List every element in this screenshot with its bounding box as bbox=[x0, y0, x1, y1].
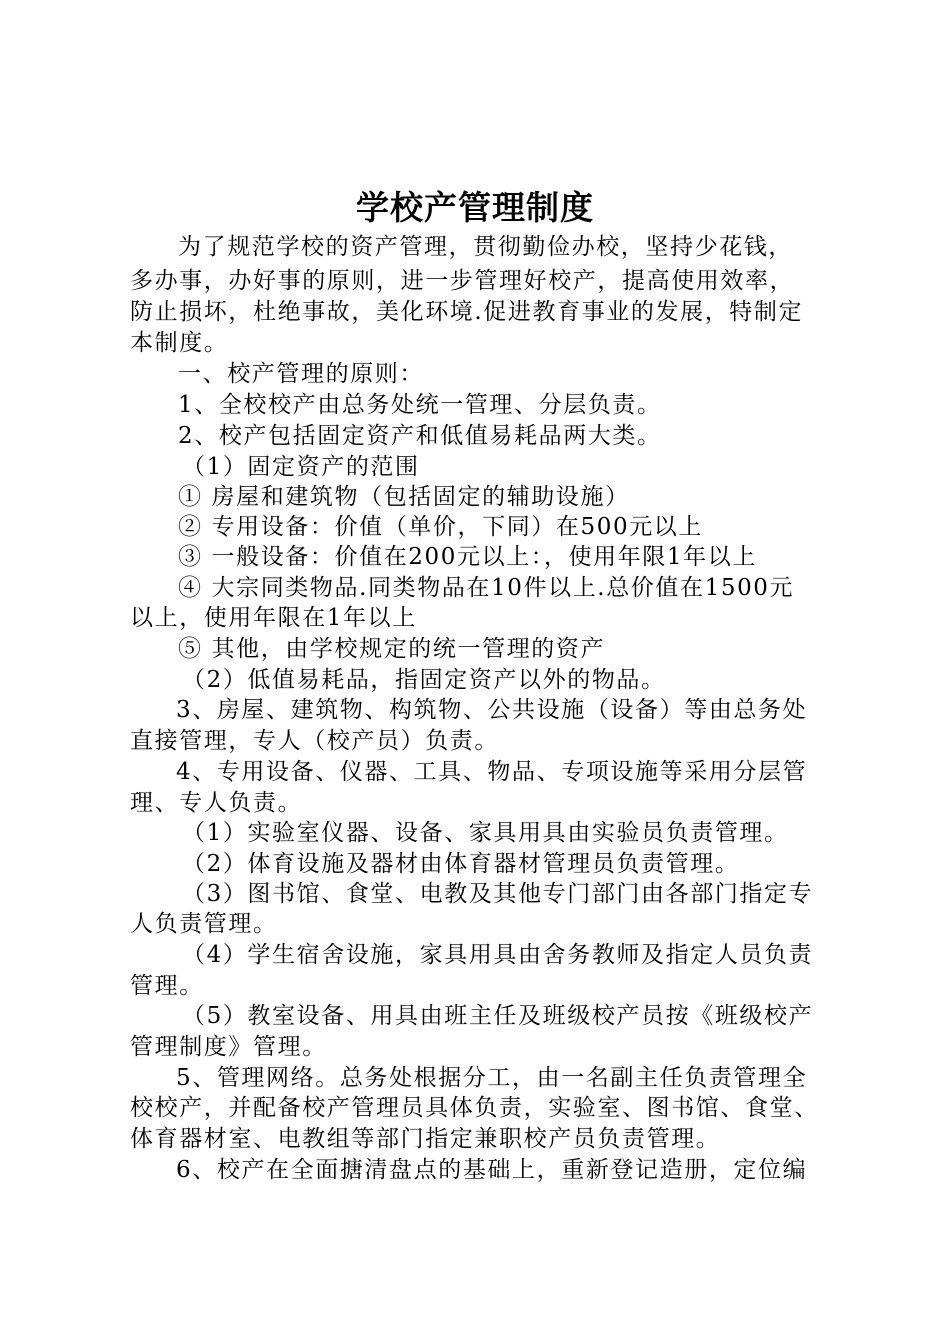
paragraph-line: （5）教室设备、用具由班主任及班级校产员按《班级校产 bbox=[182, 1003, 814, 1029]
list-item: ④ 大宗同类物品.同类物品在10件以上.总价值在1500元 bbox=[178, 575, 795, 601]
document-title: 学校产管理制度 bbox=[356, 188, 594, 227]
paragraph-line: 人负责管理。 bbox=[130, 911, 278, 937]
paragraph-line: 体育器材室、电教组等部门指定兼职校产员负责管理。 bbox=[130, 1126, 721, 1152]
paragraph-line: （1）固定资产的范围 bbox=[182, 454, 420, 480]
paragraph-line: 管理。 bbox=[130, 973, 204, 999]
paragraph-line: （3）图书馆、食堂、电教及其他专门部门由各部门指定专 bbox=[182, 881, 814, 907]
paragraph-line: 4、专用设备、仪器、工具、物品、专项设施等采用分层管 bbox=[176, 759, 808, 785]
paragraph-line: 为了规范学校的资产管理，贯彻勤俭办校，坚持少花钱， bbox=[178, 234, 793, 260]
paragraph-line: 理、专人负责。 bbox=[130, 790, 303, 816]
paragraph-line: 1、全校校产由总务处统一管理、分层负责。 bbox=[178, 392, 662, 418]
list-item: ① 房屋和建筑物（包括固定的辅助设施） bbox=[178, 484, 630, 510]
paragraph-line: 直接管理，专人（校产员）负责。 bbox=[130, 728, 499, 754]
section-heading: 一、校产管理的原则： bbox=[178, 361, 424, 387]
paragraph-line: 管理制度》管理。 bbox=[130, 1034, 327, 1060]
paragraph-line: 5、管理网络。总务处根据分工，由一名副主任负责管理全 bbox=[176, 1065, 808, 1091]
list-item: ③ 一般设备：价值在200元以上：，使用年限1年以上 bbox=[178, 544, 757, 570]
list-item: ② 专用设备：价值（单价，下同）在500元以上 bbox=[178, 514, 704, 540]
paragraph-line: （2）体育设施及器材由体育器材管理员负责管理。 bbox=[182, 851, 740, 877]
paragraph-line: 以上，使用年限在1年以上 bbox=[130, 605, 417, 631]
paragraph-line: （2）低值易耗品，指固定资产以外的物品。 bbox=[182, 667, 666, 693]
paragraph-line: 3、房屋、建筑物、构筑物、公共设施（设备）等由总务处 bbox=[176, 697, 808, 723]
paragraph-line: 2、校产包括固定资产和低值易耗品两大类。 bbox=[178, 423, 662, 449]
paragraph-line: （1）实验室仪器、设备、家具用具由实验员负责管理。 bbox=[182, 820, 789, 846]
paragraph-line: 多办事，办好事的原则，进一步管理好校产，提高使用效率， bbox=[130, 268, 795, 294]
paragraph-line: 校校产，并配备校产管理员具体负责，实验室、图书馆、食堂、 bbox=[130, 1095, 819, 1121]
list-item: ⑤ 其他，由学校规定的统一管理的资产 bbox=[178, 636, 606, 662]
paragraph-line: 6、校产在全面搪清盘点的基础上，重新登记造册，定位编 bbox=[176, 1157, 808, 1183]
paragraph-line: （4）学生宿舍设施，家具用具由舍务教师及指定人员负责 bbox=[182, 942, 814, 968]
paragraph-line: 本制度。 bbox=[130, 330, 229, 356]
paragraph-line: 防止损坏，杜绝事故，美化环境.促进教育事业的发展，特制定 bbox=[130, 299, 804, 325]
